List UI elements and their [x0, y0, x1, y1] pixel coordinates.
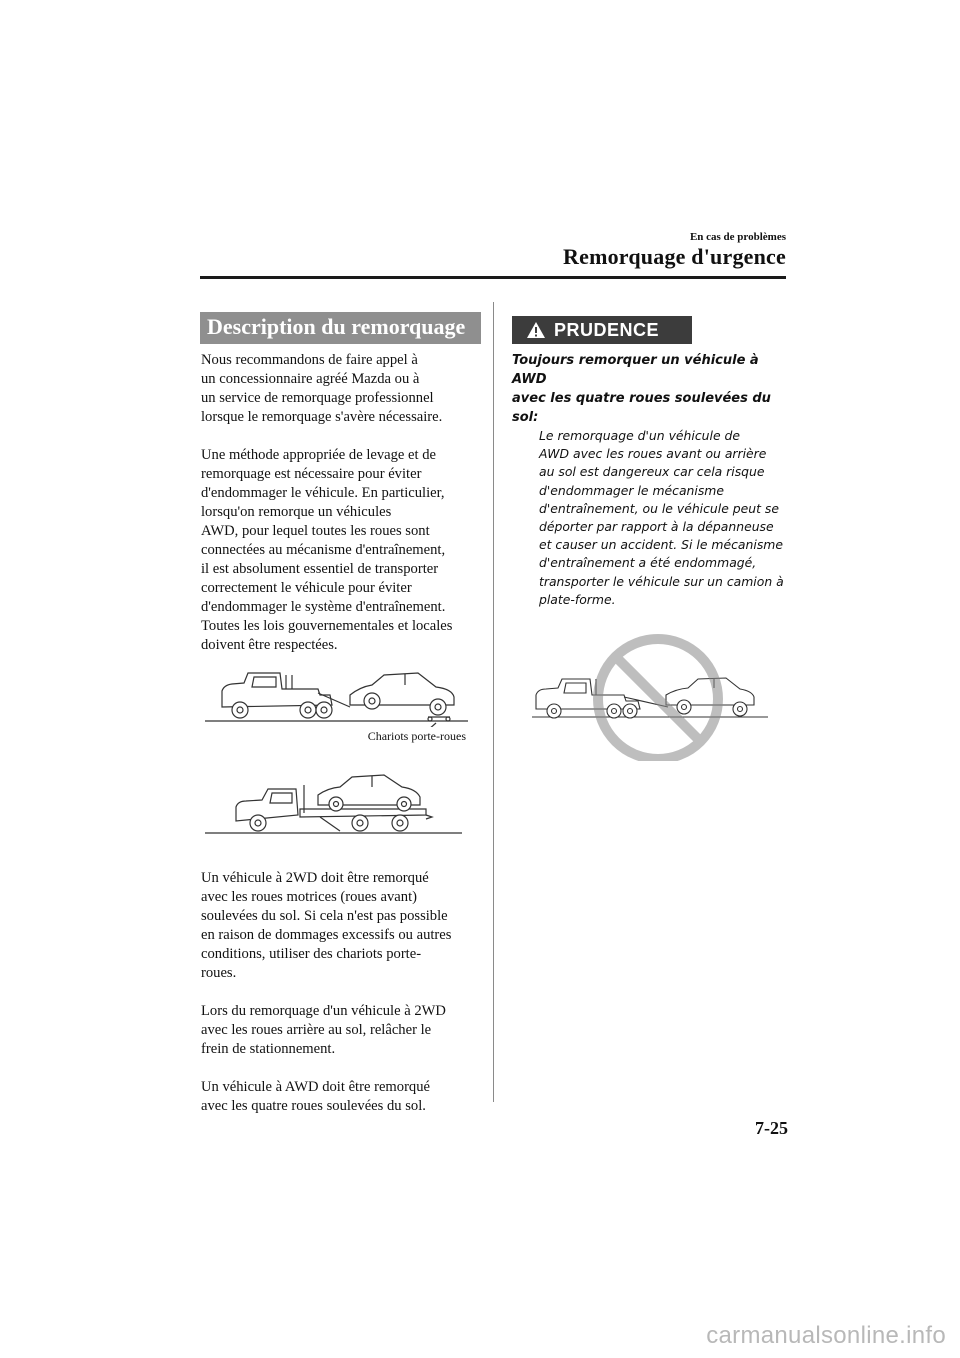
- warning-icon: [526, 321, 546, 339]
- column-divider: [493, 302, 494, 1102]
- caution-title: Toujours remorquer un véhicule à AWD avec les quatre roues soulevées du sol:: [512, 353, 771, 425]
- paragraph-method: Une méthode appropriée de levage et de remorquage est nécessaire pour éviter d'endommager le véhicule. En particulier, lorsqu'on remorque un véhicules AWD, pour lequel toutes les roues sont connectées au mécanisme d'entraînement, il est absolument essentiel de transporter correctement le véhicule pour éviter d'endommager le système d'entraînement. Toutes les lois gouvernementales et locales doivent être respectées.: [201, 447, 453, 653]
- figure-flatbed: [200, 771, 470, 843]
- tow-truck-dollies-illustration: [200, 667, 470, 727]
- section-title: Remorquage d'urgence: [563, 244, 786, 269]
- heading-description-remorquage: Description du remorquage: [200, 312, 481, 344]
- paragraph-awd: Un véhicule à AWD doit être remorqué avec les quatre roues soulevées du sol.: [201, 1079, 431, 1114]
- paragraph-2wd-rear: Lors du remorquage d'un véhicule à 2WD avec les roues arrière au sol, relâcher le frein de stationnement.: [201, 1003, 446, 1057]
- caution-body: Le remorquage d'un véhicule de AWD avec les roues avant ou arrière au sol est dangereux car cela risque d'endommager le mécanisme d'entraînement, ou le véhicule peut se déporter par rapport à la dépanneuse et causer un accident. Si le mécanisme d'entraînement a été endommagé, transporter le véhicule sur un camion à plate-forme.: [539, 428, 784, 607]
- watermark: carmanualsonline.info: [706, 1322, 946, 1349]
- figure-label-chariots: Chariots porte-roues: [367, 729, 466, 743]
- figure-tow-dollies: [200, 667, 470, 747]
- prohibition-sign: [598, 639, 718, 759]
- page-number: 7-25: [755, 1118, 788, 1138]
- caution-badge: [512, 316, 692, 344]
- prohibited-towing-illustration: [512, 631, 782, 761]
- left-column: [200, 312, 480, 1116]
- chapter-title: En cas de problèmes: [689, 231, 786, 243]
- header-rule: [200, 276, 786, 279]
- caution-label: PRUDENCE: [554, 319, 660, 340]
- paragraph-recommendation: Nous recommandons de faire appel à un concessionnaire agréé Mazda ou à un service de remorquage professionnel lorsque le remorquage s'avère nécessaire.: [201, 352, 443, 425]
- paragraph-2wd: Un véhicule à 2WD doit être remorqué avec les roues motrices (roues avant) soulevées du sol. Si cela n'est pas possible en raison de dommages excessifs ou autres conditions, utiliser des chariots porte- roues.: [201, 870, 452, 981]
- flatbed-truck-illustration: [200, 771, 470, 835]
- right-column: [512, 316, 788, 761]
